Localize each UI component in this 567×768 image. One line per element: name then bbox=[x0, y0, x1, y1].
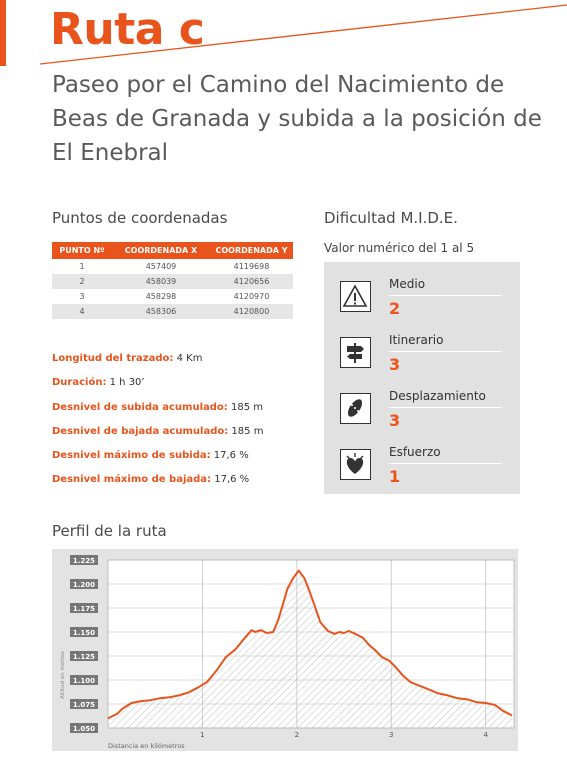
stat-label: Desnivel máximo de subida: bbox=[52, 450, 211, 462]
mide-value: 3 bbox=[389, 411, 401, 430]
x-tick-label: 1 bbox=[200, 731, 205, 739]
x-axis-label: Distancia en kilómetros bbox=[108, 742, 185, 750]
mide-value: 2 bbox=[389, 299, 401, 318]
divider bbox=[389, 295, 501, 296]
mide-label: Desplazamiento bbox=[389, 389, 486, 403]
table-cell: 458298 bbox=[145, 292, 177, 301]
stat-label: Duración: bbox=[52, 377, 107, 389]
mide-heading: Dificultad M.I.D.E. bbox=[324, 209, 458, 227]
stat-ascent bbox=[52, 401, 263, 425]
y-tick-label: 1.125 bbox=[72, 653, 95, 661]
mide-value: 3 bbox=[389, 355, 401, 374]
mide-panel bbox=[324, 262, 520, 494]
heart-icon bbox=[340, 449, 371, 480]
x-tick-label: 3 bbox=[389, 731, 394, 739]
column-header: PUNTO Nº bbox=[52, 242, 112, 259]
table-row bbox=[52, 289, 293, 304]
mide-item-esfuerzo bbox=[324, 434, 520, 484]
table-cell: 1 bbox=[79, 262, 85, 271]
y-tick-label: 1.175 bbox=[72, 605, 95, 613]
signpost-icon bbox=[340, 337, 371, 368]
divider bbox=[389, 463, 501, 464]
mide-label: Medio bbox=[389, 277, 426, 291]
stat-value: 17,6 % bbox=[213, 450, 249, 462]
coordinates-table bbox=[52, 242, 293, 319]
table-cell: 458306 bbox=[112, 304, 210, 319]
stat-label: Desnivel máximo de bajada: bbox=[52, 474, 212, 486]
y-tick-label: 1.075 bbox=[72, 701, 95, 709]
mide-item-medio bbox=[324, 266, 520, 316]
coords-heading: Puntos de coordenadas bbox=[52, 209, 228, 227]
table-cell: 458039 bbox=[112, 274, 210, 289]
mide-label: Itinerario bbox=[389, 333, 444, 347]
stat-value: 185 m bbox=[230, 401, 263, 413]
y-tick-label: 1.225 bbox=[72, 557, 95, 565]
elevation-chart-svg bbox=[52, 549, 518, 751]
table-cell: 4120800 bbox=[210, 304, 293, 319]
divider bbox=[389, 351, 501, 352]
x-tick-label: 2 bbox=[294, 731, 300, 739]
warning-triangle-icon bbox=[340, 281, 371, 312]
y-tick-label: 1.200 bbox=[72, 581, 95, 589]
table-cell: 2 bbox=[52, 274, 112, 289]
mide-subheading: Valor numérico del 1 al 5 bbox=[324, 241, 475, 255]
stat-max-ascent bbox=[52, 449, 263, 473]
route-stats bbox=[52, 352, 263, 498]
stat-duration bbox=[52, 376, 263, 400]
table-row bbox=[52, 259, 293, 274]
divider bbox=[389, 407, 501, 408]
table-cell: 3 bbox=[79, 292, 85, 301]
stat-value: 1 h 30’ bbox=[109, 377, 145, 389]
stat-value: 17,6 % bbox=[214, 474, 250, 486]
stat-max-descent bbox=[52, 473, 263, 497]
column-header: COORDENADA X bbox=[112, 242, 210, 259]
stat-length bbox=[52, 352, 263, 376]
mide-label: Esfuerzo bbox=[389, 445, 441, 459]
elevation-profile-chart bbox=[52, 549, 518, 751]
table-cell: 4 bbox=[52, 304, 112, 319]
stat-label: Longitud del trazado: bbox=[52, 353, 174, 364]
footprint-icon bbox=[340, 393, 371, 424]
y-axis-label: Altitud en metros bbox=[60, 651, 66, 699]
mide-item-desplazamiento bbox=[324, 378, 520, 428]
x-tick-label: 4 bbox=[483, 731, 488, 739]
stat-label: Desnivel de subida acumulado: bbox=[52, 401, 228, 413]
table-row bbox=[52, 274, 293, 289]
table-header-row bbox=[52, 242, 293, 259]
stat-value: 185 m bbox=[231, 425, 264, 437]
y-tick-label: 1.150 bbox=[72, 629, 95, 637]
column-header: COORDENADA Y bbox=[210, 242, 293, 259]
stat-value: 4 Km bbox=[176, 353, 203, 364]
mide-item-itinerario bbox=[324, 322, 520, 372]
profile-heading: Perfil de la ruta bbox=[52, 522, 167, 540]
table-cell: 4119698 bbox=[233, 262, 270, 271]
table-cell: 4120656 bbox=[210, 274, 293, 289]
table-row bbox=[52, 304, 293, 319]
page-subtitle: Paseo por el Camino del Nacimiento de Beas de Granada y subida a la posición de El Enebral bbox=[52, 72, 542, 166]
y-tick-label: 1.050 bbox=[72, 725, 95, 733]
table-cell: 457409 bbox=[145, 262, 177, 271]
stat-label: Desnivel de bajada acumulado: bbox=[52, 425, 229, 437]
page-title: Ruta c bbox=[50, 4, 205, 55]
table-cell: 4120970 bbox=[233, 292, 270, 301]
mide-value: 1 bbox=[389, 467, 401, 486]
stat-descent bbox=[52, 425, 263, 449]
y-tick-label: 1.100 bbox=[72, 677, 95, 685]
